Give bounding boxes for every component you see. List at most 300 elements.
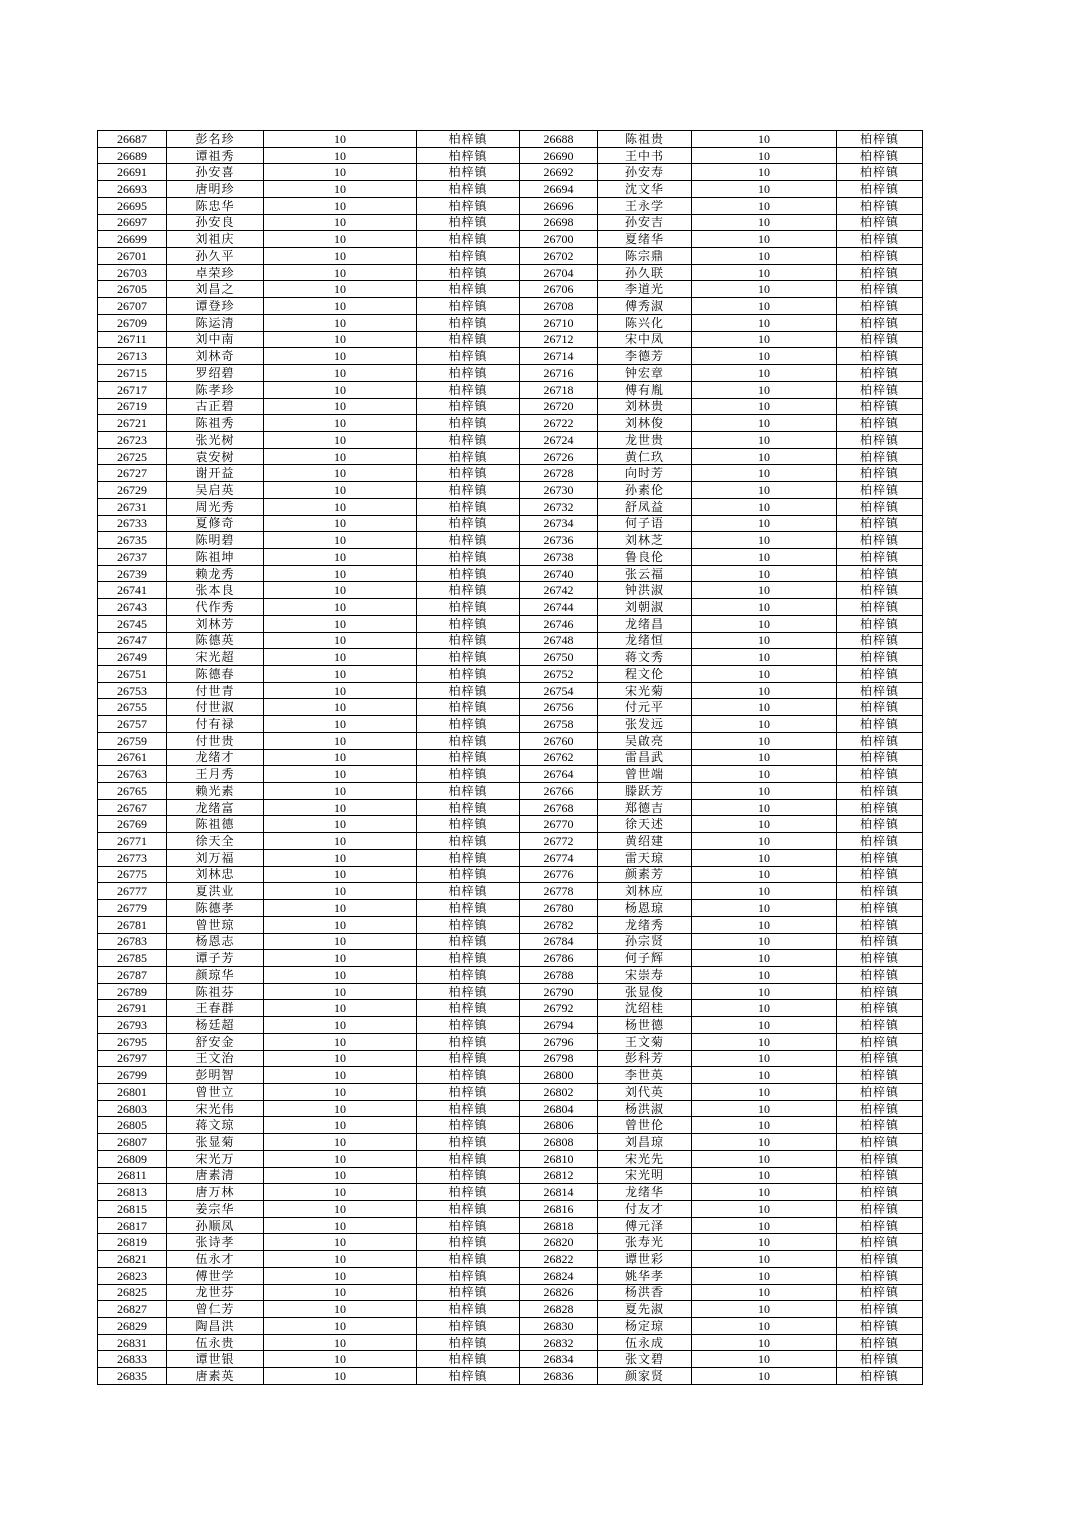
table-row (98, 816, 923, 833)
table-row (98, 1000, 923, 1017)
amount-cell: 10 (692, 1234, 837, 1251)
town-cell: 柏梓镇 (417, 448, 520, 465)
name-cell: 罗绍碧 (167, 365, 264, 382)
amount-cell: 10 (264, 498, 417, 515)
name-cell: 曾世端 (598, 766, 692, 783)
town-cell: 柏梓镇 (417, 983, 520, 1000)
town-cell: 柏梓镇 (837, 1067, 923, 1084)
id-cell: 26724 (520, 431, 598, 448)
amount-cell: 10 (264, 1050, 417, 1067)
amount-cell: 10 (264, 849, 417, 866)
name-cell: 付元平 (598, 699, 692, 716)
name-cell: 吴啟亮 (598, 732, 692, 749)
id-cell: 26769 (98, 816, 167, 833)
id-cell: 26799 (98, 1067, 167, 1084)
town-cell: 柏梓镇 (837, 766, 923, 783)
name-cell: 李道光 (598, 281, 692, 298)
name-cell: 陈祖贵 (598, 131, 692, 148)
amount-cell: 10 (692, 181, 837, 198)
id-cell: 26711 (98, 331, 167, 348)
name-cell: 舒安金 (167, 1033, 264, 1050)
amount-cell: 10 (692, 983, 837, 1000)
id-cell: 26784 (520, 933, 598, 950)
town-cell: 柏梓镇 (417, 1117, 520, 1134)
amount-cell: 10 (264, 565, 417, 582)
town-cell: 柏梓镇 (417, 1050, 520, 1067)
amount-cell: 10 (264, 1284, 417, 1301)
id-cell: 26819 (98, 1234, 167, 1251)
town-cell: 柏梓镇 (837, 1284, 923, 1301)
id-cell: 26709 (98, 314, 167, 331)
id-cell: 26776 (520, 866, 598, 883)
town-cell: 柏梓镇 (837, 1083, 923, 1100)
id-cell: 26712 (520, 331, 598, 348)
amount-cell: 10 (692, 431, 837, 448)
amount-cell: 10 (692, 799, 837, 816)
id-cell: 26770 (520, 816, 598, 833)
table-row (98, 532, 923, 549)
name-cell: 陈忠华 (167, 197, 264, 214)
id-cell: 26744 (520, 599, 598, 616)
town-cell: 柏梓镇 (837, 264, 923, 281)
table-row (98, 1318, 923, 1335)
name-cell: 夏先淑 (598, 1301, 692, 1318)
table-row (98, 248, 923, 265)
name-cell: 陈祖秀 (167, 415, 264, 432)
name-cell: 谢开益 (167, 465, 264, 482)
name-cell: 刘林芝 (598, 532, 692, 549)
town-cell: 柏梓镇 (837, 1134, 923, 1151)
id-cell: 26748 (520, 632, 598, 649)
id-cell: 26706 (520, 281, 598, 298)
table-row (98, 783, 923, 800)
name-cell: 谭登珍 (167, 298, 264, 315)
amount-cell: 10 (692, 966, 837, 983)
town-cell: 柏梓镇 (837, 615, 923, 632)
name-cell: 刘林贵 (598, 398, 692, 415)
amount-cell: 10 (692, 933, 837, 950)
town-cell: 柏梓镇 (417, 799, 520, 816)
name-cell: 雷昌武 (598, 749, 692, 766)
name-cell: 付世淑 (167, 699, 264, 716)
id-cell: 26806 (520, 1117, 598, 1134)
amount-cell: 10 (692, 565, 837, 582)
town-cell: 柏梓镇 (417, 816, 520, 833)
id-cell: 26701 (98, 248, 167, 265)
id-cell: 26775 (98, 866, 167, 883)
amount-cell: 10 (692, 916, 837, 933)
town-cell: 柏梓镇 (417, 231, 520, 248)
table-row (98, 900, 923, 917)
id-cell: 26773 (98, 849, 167, 866)
table-row (98, 582, 923, 599)
table-row (98, 1267, 923, 1284)
amount-cell: 10 (692, 231, 837, 248)
amount-cell: 10 (692, 1318, 837, 1335)
id-cell: 26830 (520, 1318, 598, 1335)
id-cell: 26708 (520, 298, 598, 315)
id-cell: 26818 (520, 1217, 598, 1234)
town-cell: 柏梓镇 (837, 1351, 923, 1368)
name-cell: 刘万福 (167, 849, 264, 866)
town-cell: 柏梓镇 (417, 331, 520, 348)
amount-cell: 10 (692, 1033, 837, 1050)
id-cell: 26781 (98, 916, 167, 933)
amount-cell: 10 (264, 231, 417, 248)
id-cell: 26778 (520, 883, 598, 900)
id-cell: 26692 (520, 164, 598, 181)
town-cell: 柏梓镇 (837, 1117, 923, 1134)
table-row (98, 983, 923, 1000)
id-cell: 26782 (520, 916, 598, 933)
name-cell: 陈兴化 (598, 314, 692, 331)
amount-cell: 10 (264, 1334, 417, 1351)
town-cell: 柏梓镇 (417, 732, 520, 749)
table-row (98, 849, 923, 866)
town-cell: 柏梓镇 (837, 933, 923, 950)
id-cell: 26825 (98, 1284, 167, 1301)
name-cell: 傅有胤 (598, 381, 692, 398)
name-cell: 陈明碧 (167, 532, 264, 549)
amount-cell: 10 (692, 816, 837, 833)
id-cell: 26786 (520, 950, 598, 967)
amount-cell: 10 (264, 649, 417, 666)
town-cell: 柏梓镇 (417, 1251, 520, 1268)
amount-cell: 10 (264, 1184, 417, 1201)
name-cell: 龙世贵 (598, 431, 692, 448)
id-cell: 26691 (98, 164, 167, 181)
id-cell: 26735 (98, 532, 167, 549)
amount-cell: 10 (692, 1017, 837, 1034)
table-row (98, 1217, 923, 1234)
name-cell: 刘昌之 (167, 281, 264, 298)
id-cell: 26732 (520, 498, 598, 515)
id-cell: 26729 (98, 482, 167, 499)
town-cell: 柏梓镇 (837, 1017, 923, 1034)
amount-cell: 10 (692, 348, 837, 365)
id-cell: 26816 (520, 1201, 598, 1218)
id-cell: 26743 (98, 599, 167, 616)
town-cell: 柏梓镇 (837, 1267, 923, 1284)
table-row (98, 1100, 923, 1117)
id-cell: 26746 (520, 615, 598, 632)
amount-cell: 10 (692, 314, 837, 331)
id-cell: 26707 (98, 298, 167, 315)
name-cell: 付世贵 (167, 732, 264, 749)
amount-cell: 10 (692, 164, 837, 181)
amount-cell: 10 (692, 1050, 837, 1067)
town-cell: 柏梓镇 (837, 599, 923, 616)
town-cell: 柏梓镇 (417, 1284, 520, 1301)
id-cell: 26721 (98, 415, 167, 432)
town-cell: 柏梓镇 (837, 415, 923, 432)
amount-cell: 10 (264, 1000, 417, 1017)
name-cell: 宋光伟 (167, 1100, 264, 1117)
id-cell: 26761 (98, 749, 167, 766)
amount-cell: 10 (692, 532, 837, 549)
name-cell: 吴启英 (167, 482, 264, 499)
name-cell: 刘代英 (598, 1083, 692, 1100)
amount-cell: 10 (264, 181, 417, 198)
id-cell: 26836 (520, 1368, 598, 1385)
id-cell: 26741 (98, 582, 167, 599)
amount-cell: 10 (264, 1083, 417, 1100)
amount-cell: 10 (692, 1167, 837, 1184)
id-cell: 26792 (520, 1000, 598, 1017)
town-cell: 柏梓镇 (837, 799, 923, 816)
amount-cell: 10 (692, 1100, 837, 1117)
id-cell: 26719 (98, 398, 167, 415)
name-cell: 傅元泽 (598, 1217, 692, 1234)
name-cell: 宋中凤 (598, 331, 692, 348)
name-cell: 彭明智 (167, 1067, 264, 1084)
town-cell: 柏梓镇 (837, 164, 923, 181)
id-cell: 26749 (98, 649, 167, 666)
name-cell: 宋光万 (167, 1150, 264, 1167)
town-cell: 柏梓镇 (417, 1334, 520, 1351)
amount-cell: 10 (264, 900, 417, 917)
amount-cell: 10 (692, 1117, 837, 1134)
amount-cell: 10 (692, 1000, 837, 1017)
name-cell: 龙绪恒 (598, 632, 692, 649)
name-cell: 宋崇寿 (598, 966, 692, 983)
id-cell: 26798 (520, 1050, 598, 1067)
id-cell: 26780 (520, 900, 598, 917)
table-row (98, 749, 923, 766)
name-cell: 沈文华 (598, 181, 692, 198)
town-cell: 柏梓镇 (417, 716, 520, 733)
id-cell: 26768 (520, 799, 598, 816)
table-row (98, 1351, 923, 1368)
town-cell: 柏梓镇 (837, 983, 923, 1000)
amount-cell: 10 (692, 682, 837, 699)
name-cell: 郑德吉 (598, 799, 692, 816)
id-cell: 26757 (98, 716, 167, 733)
id-cell: 26714 (520, 348, 598, 365)
amount-cell: 10 (264, 532, 417, 549)
town-cell: 柏梓镇 (417, 966, 520, 983)
id-cell: 26697 (98, 214, 167, 231)
town-cell: 柏梓镇 (837, 916, 923, 933)
table-row (98, 732, 923, 749)
name-cell: 张光树 (167, 431, 264, 448)
town-cell: 柏梓镇 (837, 147, 923, 164)
town-cell: 柏梓镇 (417, 783, 520, 800)
id-cell: 26835 (98, 1368, 167, 1385)
id-cell: 26805 (98, 1117, 167, 1134)
name-cell: 付友才 (598, 1201, 692, 1218)
amount-cell: 10 (264, 398, 417, 415)
name-cell: 杨廷超 (167, 1017, 264, 1034)
town-cell: 柏梓镇 (417, 1201, 520, 1218)
id-cell: 26824 (520, 1267, 598, 1284)
town-cell: 柏梓镇 (837, 314, 923, 331)
id-cell: 26764 (520, 766, 598, 783)
town-cell: 柏梓镇 (417, 147, 520, 164)
id-cell: 26820 (520, 1234, 598, 1251)
town-cell: 柏梓镇 (837, 465, 923, 482)
table-row (98, 465, 923, 482)
id-cell: 26704 (520, 264, 598, 281)
name-cell: 傅世学 (167, 1267, 264, 1284)
amount-cell: 10 (264, 1301, 417, 1318)
amount-cell: 10 (692, 883, 837, 900)
id-cell: 26800 (520, 1067, 598, 1084)
amount-cell: 10 (692, 599, 837, 616)
amount-cell: 10 (692, 649, 837, 666)
town-cell: 柏梓镇 (417, 415, 520, 432)
id-cell: 26804 (520, 1100, 598, 1117)
payment-list-table (97, 130, 923, 1385)
town-cell: 柏梓镇 (417, 398, 520, 415)
table-row (98, 615, 923, 632)
table-row (98, 1167, 923, 1184)
id-cell: 26751 (98, 666, 167, 683)
table-row (98, 1067, 923, 1084)
table-row (98, 181, 923, 198)
name-cell: 陈祖德 (167, 816, 264, 833)
amount-cell: 10 (264, 1017, 417, 1034)
name-cell: 颜素芳 (598, 866, 692, 883)
name-cell: 张云福 (598, 565, 692, 582)
name-cell: 曾世琼 (167, 916, 264, 933)
name-cell: 孙久联 (598, 264, 692, 281)
id-cell: 26823 (98, 1267, 167, 1284)
amount-cell: 10 (692, 381, 837, 398)
town-cell: 柏梓镇 (837, 231, 923, 248)
id-cell: 26795 (98, 1033, 167, 1050)
town-cell: 柏梓镇 (837, 883, 923, 900)
id-cell: 26758 (520, 716, 598, 733)
town-cell: 柏梓镇 (837, 900, 923, 917)
name-cell: 蒋文秀 (598, 649, 692, 666)
id-cell: 26767 (98, 799, 167, 816)
id-cell: 26716 (520, 365, 598, 382)
table-row (98, 1050, 923, 1067)
id-cell: 26754 (520, 682, 598, 699)
id-cell: 26756 (520, 699, 598, 716)
table-row (98, 1301, 923, 1318)
name-cell: 唐明珍 (167, 181, 264, 198)
town-cell: 柏梓镇 (417, 849, 520, 866)
amount-cell: 10 (692, 498, 837, 515)
name-cell: 张本良 (167, 582, 264, 599)
name-cell: 龙绪富 (167, 799, 264, 816)
amount-cell: 10 (692, 365, 837, 382)
name-cell: 伍永贵 (167, 1334, 264, 1351)
id-cell: 26827 (98, 1301, 167, 1318)
id-cell: 26821 (98, 1251, 167, 1268)
table-row (98, 933, 923, 950)
table-row (98, 231, 923, 248)
name-cell: 程文伦 (598, 666, 692, 683)
town-cell: 柏梓镇 (417, 833, 520, 850)
town-cell: 柏梓镇 (837, 1318, 923, 1335)
id-cell: 26702 (520, 248, 598, 265)
amount-cell: 10 (264, 582, 417, 599)
amount-cell: 10 (264, 482, 417, 499)
town-cell: 柏梓镇 (837, 1368, 923, 1385)
amount-cell: 10 (264, 716, 417, 733)
amount-cell: 10 (264, 816, 417, 833)
name-cell: 钟宏章 (598, 365, 692, 382)
id-cell: 26734 (520, 515, 598, 532)
town-cell: 柏梓镇 (417, 348, 520, 365)
name-cell: 杨洪香 (598, 1284, 692, 1301)
id-cell: 26722 (520, 415, 598, 432)
town-cell: 柏梓镇 (837, 214, 923, 231)
town-cell: 柏梓镇 (837, 1000, 923, 1017)
table-row (98, 599, 923, 616)
name-cell: 颜琼华 (167, 966, 264, 983)
town-cell: 柏梓镇 (837, 197, 923, 214)
name-cell: 王永学 (598, 197, 692, 214)
town-cell: 柏梓镇 (837, 1301, 923, 1318)
amount-cell: 10 (692, 615, 837, 632)
table-row (98, 1284, 923, 1301)
id-cell: 26815 (98, 1201, 167, 1218)
amount-cell: 10 (264, 1318, 417, 1335)
id-cell: 26730 (520, 482, 598, 499)
amount-cell: 10 (264, 682, 417, 699)
amount-cell: 10 (264, 766, 417, 783)
table-row (98, 1134, 923, 1151)
table-row (98, 1150, 923, 1167)
amount-cell: 10 (692, 766, 837, 783)
town-cell: 柏梓镇 (417, 599, 520, 616)
amount-cell: 10 (264, 666, 417, 683)
town-cell: 柏梓镇 (837, 1234, 923, 1251)
id-cell: 26809 (98, 1150, 167, 1167)
name-cell: 宋光菊 (598, 682, 692, 699)
town-cell: 柏梓镇 (837, 348, 923, 365)
name-cell: 姜宗华 (167, 1201, 264, 1218)
amount-cell: 10 (692, 1368, 837, 1385)
town-cell: 柏梓镇 (417, 1184, 520, 1201)
name-cell: 刘祖庆 (167, 231, 264, 248)
name-cell: 孙安喜 (167, 164, 264, 181)
amount-cell: 10 (264, 164, 417, 181)
town-cell: 柏梓镇 (417, 749, 520, 766)
name-cell: 姚华孝 (598, 1267, 692, 1284)
id-cell: 26745 (98, 615, 167, 632)
id-cell: 26810 (520, 1150, 598, 1167)
id-cell: 26777 (98, 883, 167, 900)
name-cell: 杨洪淑 (598, 1100, 692, 1117)
table-row (98, 398, 923, 415)
amount-cell: 10 (692, 264, 837, 281)
name-cell: 黄绍建 (598, 833, 692, 850)
amount-cell: 10 (264, 1368, 417, 1385)
town-cell: 柏梓镇 (417, 950, 520, 967)
table-row (98, 866, 923, 883)
amount-cell: 10 (264, 131, 417, 148)
town-cell: 柏梓镇 (837, 482, 923, 499)
id-cell: 26807 (98, 1134, 167, 1151)
town-cell: 柏梓镇 (837, 849, 923, 866)
table-row (98, 766, 923, 783)
amount-cell: 10 (692, 699, 837, 716)
amount-cell: 10 (692, 1351, 837, 1368)
town-cell: 柏梓镇 (837, 1050, 923, 1067)
id-cell: 26763 (98, 766, 167, 783)
name-cell: 杨世德 (598, 1017, 692, 1034)
town-cell: 柏梓镇 (417, 766, 520, 783)
amount-cell: 10 (264, 866, 417, 883)
name-cell: 谭世彩 (598, 1251, 692, 1268)
name-cell: 袁安树 (167, 448, 264, 465)
id-cell: 26699 (98, 231, 167, 248)
